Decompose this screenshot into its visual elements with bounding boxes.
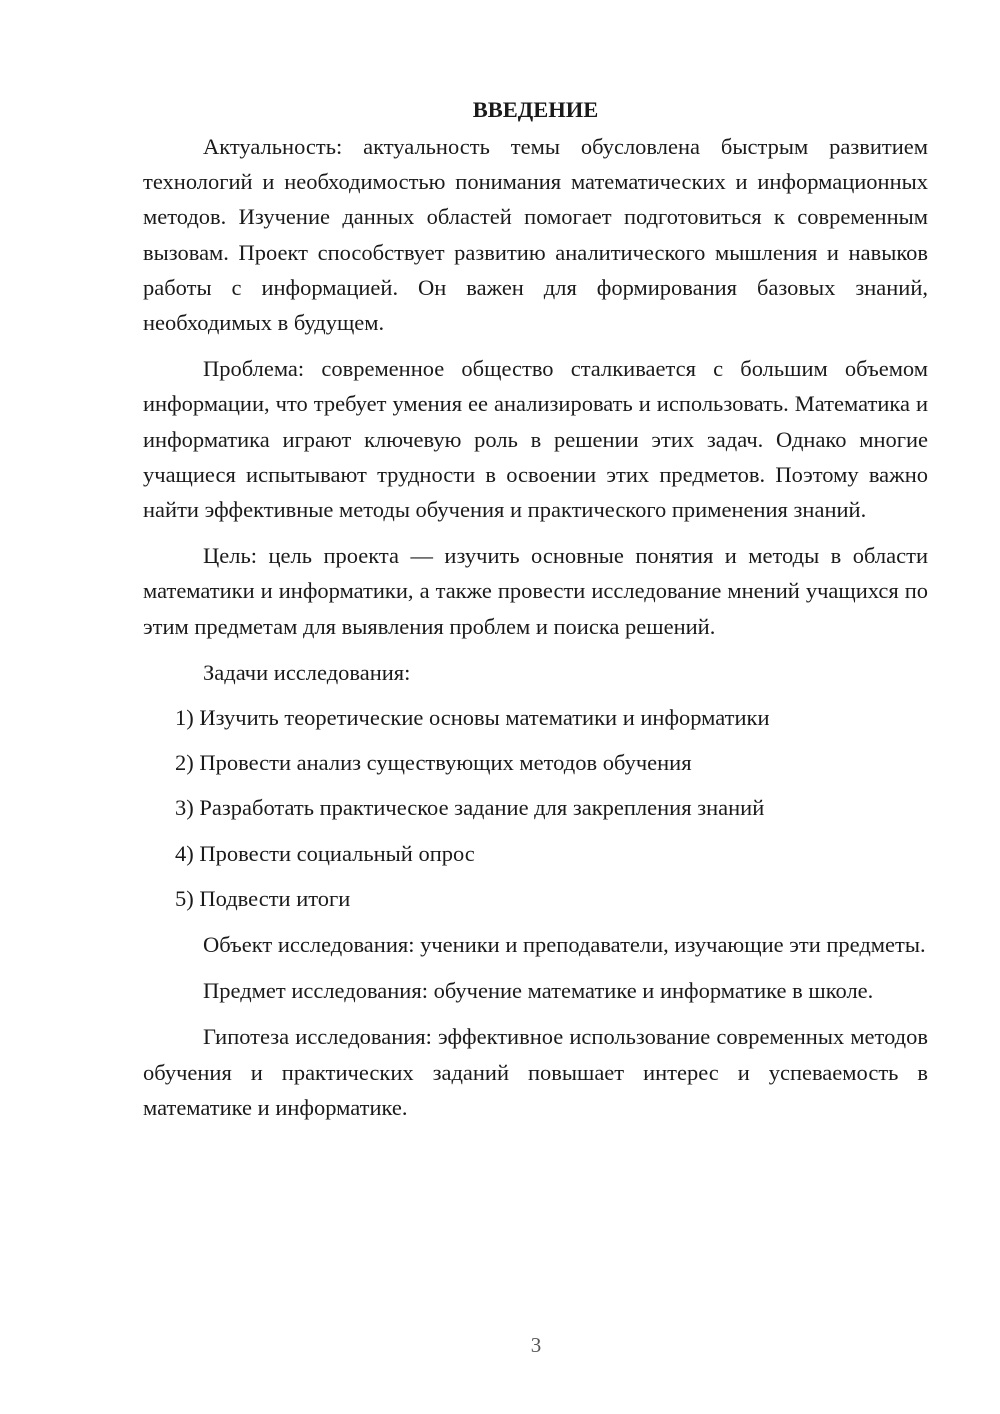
page-number: 3 — [530, 1333, 542, 1357]
list-item: 1) Изучить теоретические основы математики и информатики — [175, 705, 770, 731]
list-item: 4) Провести социальный опрос — [175, 840, 475, 866]
tasks-heading: Задачи исследования: — [203, 659, 411, 685]
document-page — [143, 92, 928, 1136]
list-item: 3) Разработать практическое задание для закрепления знаний — [175, 795, 765, 821]
list-item: 2) Провести анализ существующих методов обучения — [175, 750, 692, 776]
paragraph-subject: Предмет исследования: обучение математике и информатике в школе. — [203, 978, 874, 1004]
paragraph-object: Объект исследования: ученики и преподаватели, изучающие эти предметы. — [203, 932, 926, 958]
paragraph-relevance: Актуальность: актуальность темы обусловлена быстрым развитием технологий и необходимостью понимания математических и информационных методов. Изучение данных областей помогает подготовиться к современным вызовам. Проект способствует развитию аналитического мышления и навыков работы с информацией. Он важен для формирования базовых знаний, необходимых в будущем. — [143, 134, 928, 336]
paragraph-problem: Проблема: современное общество сталкивается с большим объемом информации, что требует умения ее анализировать и использовать. Математика и информатика играют ключевую роль в решении этих задач. Однако многие учащиеся испытывают трудности в освоении этих предметов. Поэтому важно найти эффективные методы обучения и практического применения знаний. — [143, 356, 928, 523]
paragraph-hypothesis: Гипотеза исследования: эффективное использование современных методов обучения и практических заданий повышает интерес и успеваемость в математике и информатике. — [143, 1024, 928, 1120]
list-item: 5) Подвести итоги — [175, 885, 351, 911]
document-title: ВВЕДЕНИЕ — [472, 97, 599, 122]
paragraph-goal: Цель: цель проекта — изучить основные понятия и методы в области математики и информатики, а также провести исследование мнений учащихся по этим предметам для выявления проблем и поиска решений. — [143, 543, 928, 639]
task-list — [143, 700, 928, 916]
